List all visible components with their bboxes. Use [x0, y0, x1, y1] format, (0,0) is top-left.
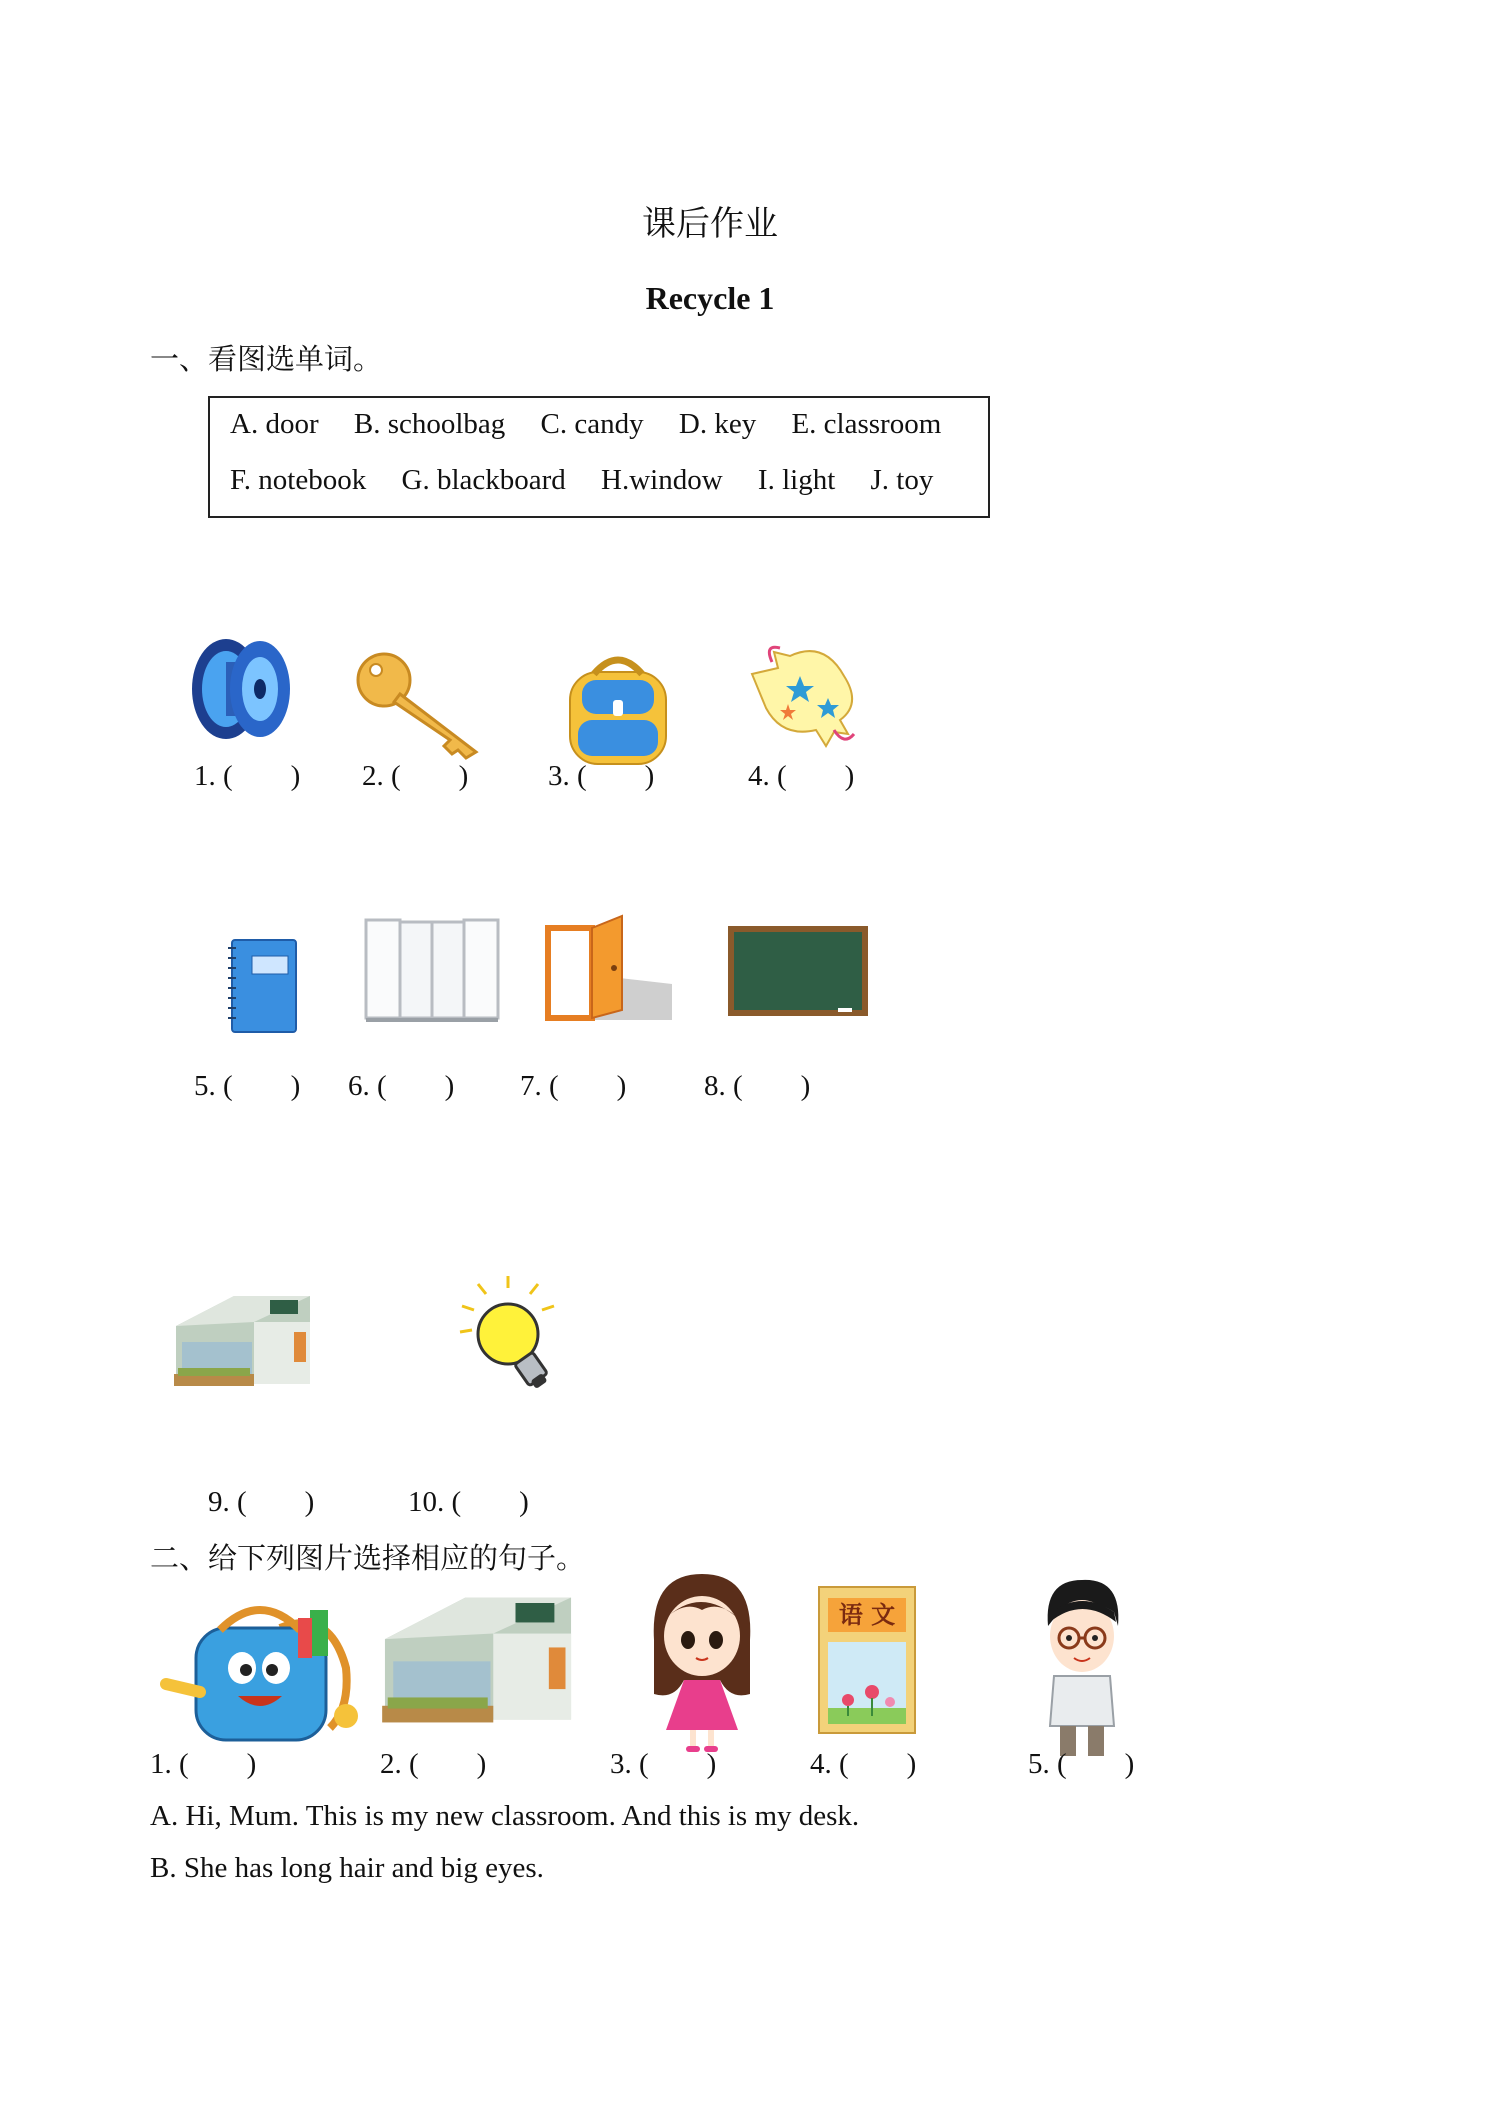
yoyo-icon	[186, 634, 296, 744]
word-option: E. classroom	[791, 408, 942, 440]
girl-icon	[640, 1570, 764, 1760]
book-cover-illustration	[828, 1642, 906, 1724]
book-title: 语 文	[828, 1598, 906, 1632]
section-2-heading: 二、给下列图片选择相应的句子。	[150, 1541, 586, 1575]
classroom-icon	[380, 1578, 576, 1728]
boy-with-glasses-icon	[1034, 1576, 1130, 1760]
word-option: B. schoolbag	[353, 408, 506, 440]
item-label-8: 8. ( )	[704, 1070, 811, 1102]
p2-item-label-3: 3. ( )	[610, 1748, 717, 1780]
flower-icon	[828, 1642, 906, 1724]
item-label-9: 9. ( )	[208, 1486, 315, 1518]
section-1-heading: 一、看图选单词。	[150, 342, 383, 376]
word-bank-box	[208, 396, 990, 518]
lightbulb-icon	[456, 1272, 568, 1398]
candy-icon	[744, 634, 884, 752]
p2-item-label-4: 4. ( )	[810, 1748, 917, 1780]
classroom-icon	[174, 1282, 312, 1390]
word-option: F. notebook	[230, 464, 367, 496]
word-bank-row-1	[230, 408, 969, 441]
word-option: G. blackboard	[401, 464, 566, 496]
item-label-5: 5. ( )	[194, 1070, 301, 1102]
p2-item-label-1: 1. ( )	[150, 1748, 257, 1780]
door-icon	[544, 914, 674, 1022]
page-title-chinese: 课后作业	[642, 204, 778, 244]
word-option: A. door	[230, 408, 319, 440]
notebook-icon	[226, 938, 300, 1034]
item-label-3: 3. ( )	[548, 760, 655, 792]
item-label-6: 6. ( )	[348, 1070, 455, 1102]
item-label-2: 2. ( )	[362, 760, 469, 792]
window-icon	[362, 916, 502, 1024]
cartoon-schoolbag-icon	[160, 1588, 362, 1748]
p2-item-label-5: 5. ( )	[1028, 1748, 1135, 1780]
word-option: C. candy	[540, 408, 644, 440]
item-label-7: 7. ( )	[520, 1070, 627, 1102]
schoolbag-icon	[558, 650, 678, 768]
word-option: H.window	[601, 464, 723, 496]
sentence-b: B. She has long hair and big eyes.	[150, 1852, 544, 1884]
word-bank-row-2	[230, 464, 961, 497]
word-option: I. light	[757, 464, 836, 496]
page-title-english: Recycle 1	[645, 280, 775, 316]
sentence-a: A. Hi, Mum. This is my new classroom. And this is my desk.	[150, 1800, 860, 1832]
chinese-book-icon	[818, 1586, 916, 1734]
word-option: D. key	[678, 408, 757, 440]
item-label-1: 1. ( )	[194, 760, 301, 792]
item-label-10: 10. ( )	[408, 1486, 529, 1518]
item-label-4: 4. ( )	[748, 760, 855, 792]
classroom-picture	[380, 1578, 576, 1733]
blackboard-icon	[726, 924, 870, 1020]
word-option: J. toy	[870, 464, 934, 496]
key-icon	[354, 648, 484, 760]
p2-item-label-2: 2. ( )	[380, 1748, 487, 1780]
